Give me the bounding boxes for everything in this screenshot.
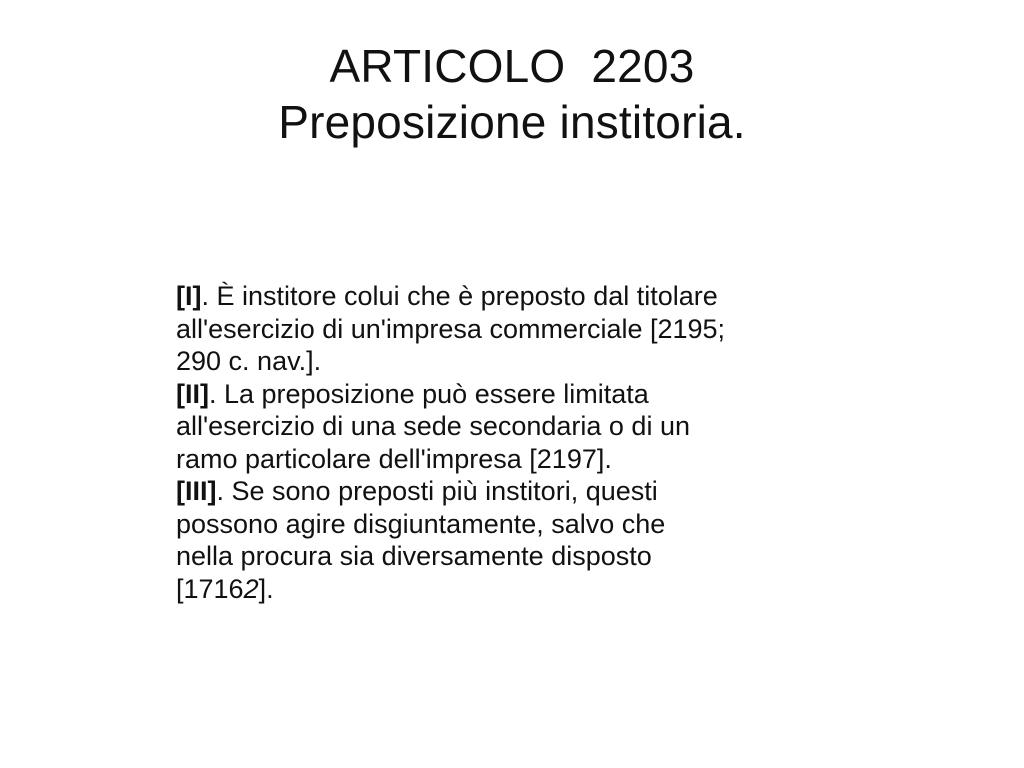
article-body bbox=[176, 280, 916, 605]
paragraph-3-line-1: . Se sono preposti più institori, questi bbox=[216, 476, 658, 506]
paragraph-1-number: [I] bbox=[176, 281, 202, 311]
paragraph-1 bbox=[176, 280, 916, 378]
paragraph-2-number: [II] bbox=[176, 378, 209, 409]
paragraph-3-reference bbox=[176, 574, 274, 604]
paragraph-3-reference-italic: 2 bbox=[243, 573, 259, 604]
paragraph-3 bbox=[176, 475, 916, 605]
paragraph-3-reference-open: [1716 bbox=[176, 573, 244, 604]
slide-title bbox=[0, 38, 1024, 150]
paragraph-1-line-1: . È institore colui che è preposto dal titolare bbox=[201, 281, 718, 311]
paragraph-1-line-2: all'esercizio di un'impresa commerciale [2195; bbox=[176, 313, 726, 344]
title-article-number: ARTICOLO 2203 bbox=[329, 40, 695, 92]
paragraph-2-line-2: all'esercizio di una sede secondaria o di un bbox=[176, 411, 690, 441]
paragraph-2-line-1: . La preposizione può essere limitata bbox=[209, 378, 649, 409]
paragraph-3-line-3: nella procura sia diversamente disposto bbox=[176, 541, 652, 571]
paragraph-3-reference-close: ]. bbox=[258, 573, 274, 604]
title-article-heading: Preposizione institoria. bbox=[278, 96, 746, 148]
paragraph-3-line-2: possono agire disgiuntamente, salvo che bbox=[176, 508, 666, 539]
paragraph-2 bbox=[176, 378, 916, 476]
paragraph-2-line-3: ramo particolare dell'impresa [2197]. bbox=[176, 443, 612, 474]
paragraph-1-line-3: 290 c. nav.]. bbox=[176, 346, 322, 376]
paragraph-3-number: [III] bbox=[176, 476, 217, 506]
